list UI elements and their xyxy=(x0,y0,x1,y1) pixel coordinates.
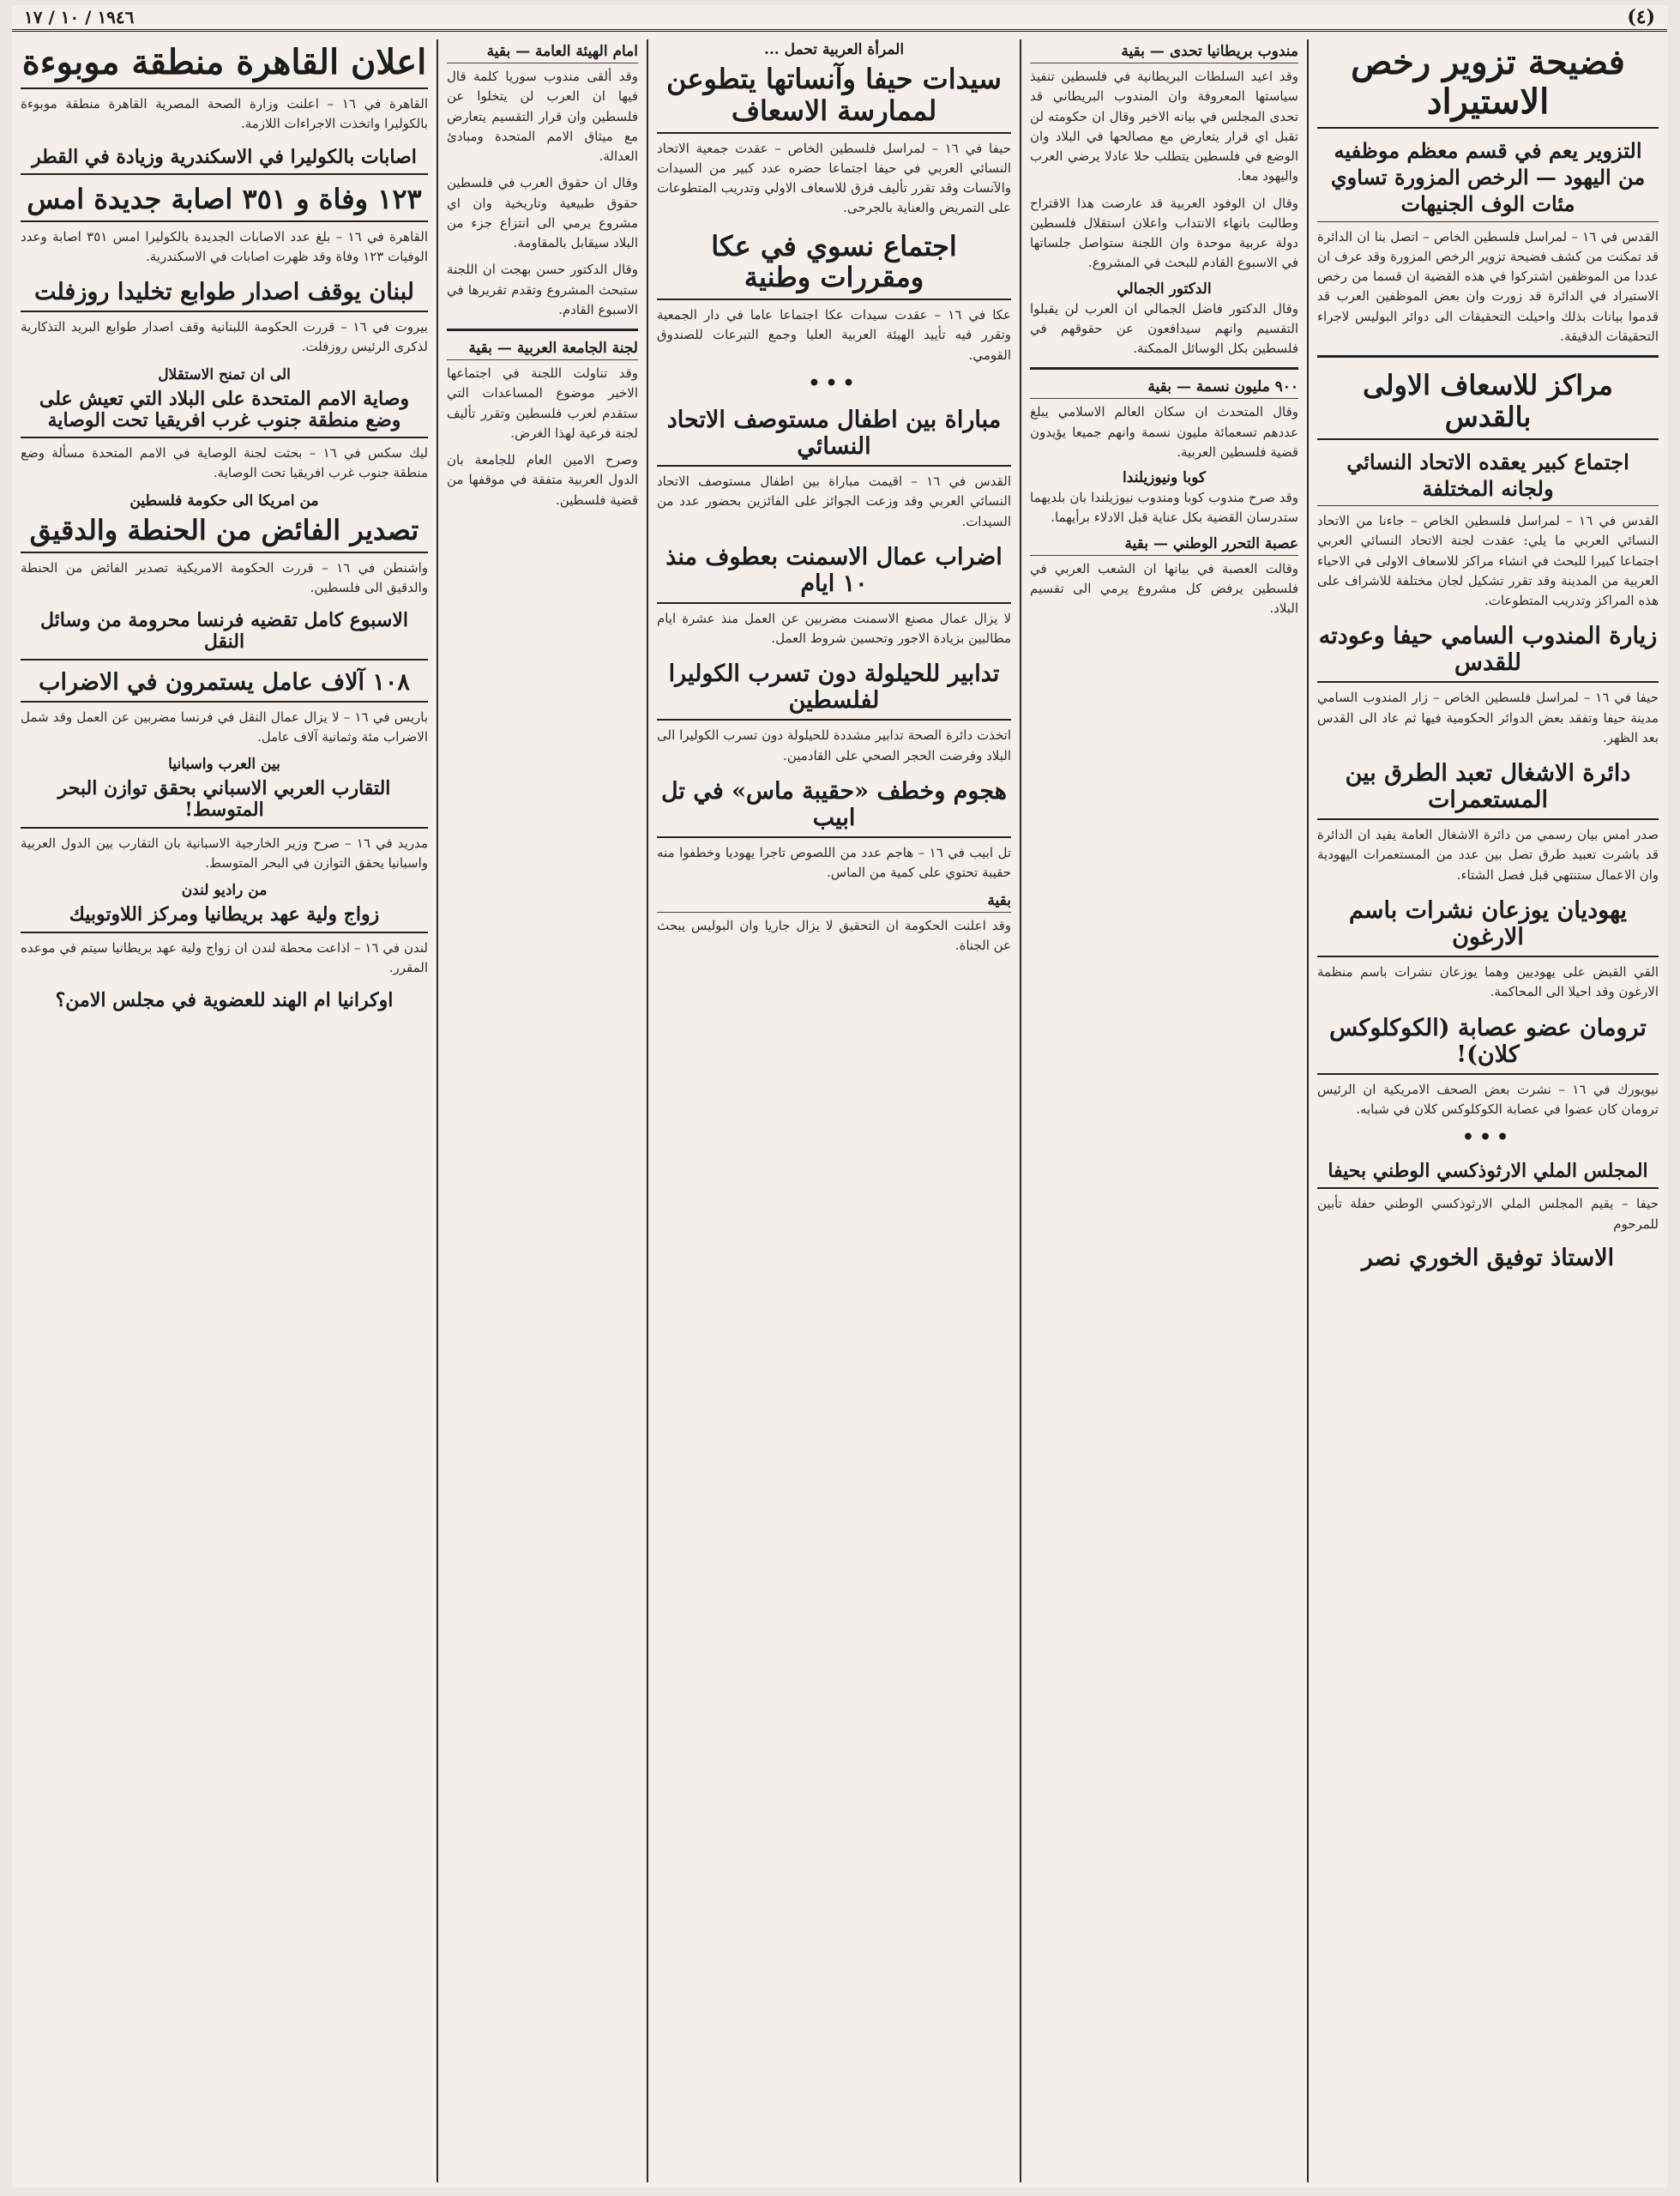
strike-figures: ١٠٨ آلاف عامل يستمرون في الاضراب xyxy=(21,666,428,703)
article-france-strike xyxy=(21,606,428,747)
article-body: القاهرة في ١٦ – اعلنت وزارة الصحة المصرية القاهرة منطقة موبوءة بالكوليرا واتخذت الاجراءات اللازمة. xyxy=(21,96,428,132)
column-3 xyxy=(647,39,1020,2182)
subheadline: اجتماع كبير يعقده الاتحاد النسائي ولجانه المختلفة xyxy=(1317,445,1659,506)
article-body: القدس في ١٦ – لمراسل فلسطين الخاص – جاءنا من الاتحاد النسائي العربي ما يلي: عقدت لجنة الاتحاد النسائي العربي اجتماعا كبيرا للبحث في انشاء مراكز للاسعاف الاولى في الاحياء العربية من المدينة وقد تقرر تشكيل لجان مختلفة للاشراف على هذه المراكز وتدريب المتطوعات. xyxy=(1317,513,1659,609)
headline: اضراب عمال الاسمنت بعطوف منذ ١٠ ايام xyxy=(657,540,1011,604)
article-acre-meeting xyxy=(657,227,1011,395)
article-body: عكا في ١٦ – عقدت سيدات عكا اجتماعا عاما في دار الجمعية وتقرر فيه تأييد الهيئة العربية العليا وجمع التبرعات للصندوق القومي. xyxy=(657,307,1011,363)
subheadline: التزوير يعم في قسم معظم موظفيه من اليهود — الرخص المزورة تساوي مئات الوف الجنيهات xyxy=(1317,134,1659,222)
continuation-heading: امام الهيئة العامة — بقية xyxy=(447,43,638,63)
article-children-contest xyxy=(657,403,1011,532)
headline: تدابير للحيلولة دون تسرب الكوليرا لفلسطين xyxy=(657,657,1011,721)
separator-dots: ••• xyxy=(808,371,860,395)
article-royal-wedding xyxy=(21,882,428,978)
headline: دائرة الاشغال تعبد الطرق بين المستعمرات xyxy=(1317,757,1659,820)
headline: زيارة المندوب السامي حيفا وعودته للقدس xyxy=(1317,619,1659,683)
kicker: من راديو لندن xyxy=(181,882,268,900)
article-security-council xyxy=(21,986,428,1017)
article-body: وقال الدكتور فاضل الجمالي ان العرب لن يقبلوا التقسيم وانهم سيدافعون عن حقوقهم في فلسطين بكل الوسائل الممكنة. xyxy=(1030,300,1298,356)
page-number: (٤) xyxy=(1627,6,1655,28)
article-orthodox-council xyxy=(1317,1157,1659,1276)
continuation-heading: لجنة الجامعة العربية — بقية xyxy=(447,340,638,360)
headline: اعلان القاهرة منطقة موبوءة xyxy=(21,39,428,89)
headline: المجلس الملي الارثوذكسي الوطني بحيفا xyxy=(1317,1157,1659,1189)
headline: هجوم وخطف «حقيبة ماس» في تل ابيب xyxy=(657,775,1011,838)
article-body: حيفا في ١٦ – لمراسل فلسطين الخاص – زار المندوب السامي مدينة حيفا وتفقد بعض الدوائر الحكومية فيها ثم عاد الى القدس بعد الظهر. xyxy=(1317,690,1659,745)
article-body: صدر امس بيان رسمي من دائرة الاشغال العامة يفيد ان الدائرة قد باشرت تعبيد طرق تصل بين عدد من المستعمرات اليهودية وان الاعمال ستنتهي قبل فصل الشتاء. xyxy=(1317,827,1659,883)
article-body: القاهرة في ١٦ – بلغ عدد الاصابات الجديدة بالكوليرا امس ٣٥١ اصابة وعدد الوفيات ١٢٣ وفاة وقد ظهرت اصابات في الاسكندرية. xyxy=(21,228,428,264)
headline: مراكز للاسعاف الاولى بالقدس xyxy=(1317,366,1659,440)
headline: اجتماع نسوي في عكا ومقررات وطنية xyxy=(657,227,1011,301)
article-body: ليك سكس في ١٦ – بحثت لجنة الوصاية في الامم المتحدة مسألة وضع منطقة جنوب غرب افريقيا تحت الوصاية. xyxy=(21,445,428,481)
separator-dots: ••• xyxy=(1461,1126,1514,1149)
issue-date: ١٩٤٦ / ١٠ / ١٧ xyxy=(24,7,135,27)
article-body: وقد صرح مندوب كوبا ومندوب نيوزيلندا بان بلديهما ستدرسان القضية بكل عناية قبل الادلاء برأيهما. xyxy=(1030,490,1298,526)
continuation-heading: ٩٠٠ مليون نسمة — بقية xyxy=(1030,378,1298,399)
article-cholera-measures xyxy=(657,657,1011,766)
article-wheat-export xyxy=(21,492,428,598)
kicker: المرأة العربية تحمل ... xyxy=(763,41,905,58)
article-body: وقد اعلنت الحكومة ان التحقيق لا يزال جاريا وان البوليس يبحث عن الجناة. xyxy=(657,917,1011,953)
headline: ترومان عضو عصابة (الكوكلوكس كلان)! xyxy=(1317,1011,1659,1075)
headline: سيدات حيفا وآنساتها يتطوعن لممارسة الاسعاف xyxy=(657,60,1011,134)
article-body: باريس في ١٦ – لا يزال عمال النقل في فرنسا مضربين عن العمل وقد شمل الاضراب مئة وثمانية آلاف عامل. xyxy=(21,709,428,745)
headline: لبنان يوقف اصدار طوابع تخليدا روزفلت xyxy=(21,275,428,312)
article-high-commissioner xyxy=(1317,619,1659,748)
article-body: اتخذت دائرة الصحة تدابير مشددة للحيلولة دون تسرب الكوليرا الى البلاد وفرضت الحجر الصحي على القادمين. xyxy=(657,727,1011,763)
subheading: الدكتور الجمالي xyxy=(1117,280,1212,298)
article-irgun-leaflets xyxy=(1317,894,1659,1003)
article-body: وقد ألقى مندوب سوريا كلمة قال فيها ان العرب لن يتخلوا عن فلسطين وان قرار التقسيم يتعارض مع ميثاق الامم المتحدة ومبادئ العدالة. xyxy=(447,69,638,164)
divider xyxy=(1030,367,1298,370)
column-4 xyxy=(437,39,647,2182)
headline: تصدير الفائض من الحنطة والدقيق xyxy=(21,511,428,553)
article-body: وقال المتحدث ان سكان العالم الاسلامي يبلغ عددهم تسعمائة مليون نسمة وانهم جميعا يؤيدون قضية فلسطين العربية. xyxy=(1030,404,1298,460)
article-body: القدس في ١٦ – لمراسل فلسطين الخاص – اتصل بنا ان الدائرة قد تمكنت من كشف فضيحة تزوير الرخص المزورة وقد عرف ان عددا من الموظفين اشتركوا في هذه القضية ان قسما من رخص الاستيراد في الدائرة قد زورت وان بعض الموظفين العرب قد قدموا بيانات بذلك واحيلت التحقيقات الى دوائر البوليس لاجراء التحقيقات الدقيقة. xyxy=(1317,228,1659,344)
article-diamond-robbery xyxy=(657,775,1011,884)
kicker: بين العرب واسبانيا xyxy=(168,756,280,774)
article-body: وقال ان حقوق العرب في فلسطين حقوق طبيعية وتاريخية وان اي مشروع يرمي الى انتزاع جزء من البلاد سيقابل بالمقاومة. xyxy=(447,175,638,250)
article-body: وقالت العصبة في بيانها ان الشعب العربي في فلسطين يرفض كل مشروع يرمي الى تقسيم البلاد. xyxy=(1030,560,1298,616)
article-lebanon-stamps xyxy=(21,275,428,358)
article-import-forgery xyxy=(1317,39,1659,347)
headline: اوكرانيا ام الهند للعضوية في مجلس الامن؟ xyxy=(55,989,394,1012)
article-haifa-volunteers xyxy=(657,60,1011,219)
article-body: حيفا – يقيم المجلس الملي الارثوذكسي الوطني حفلة تأبين للمرحوم xyxy=(1317,1196,1659,1232)
article-cholera-cases xyxy=(21,143,428,268)
headline: يهوديان يوزعان نشرات باسم الارغون xyxy=(1317,894,1659,957)
column-2 xyxy=(1020,39,1307,2182)
article-un-trusteeship xyxy=(21,366,428,484)
article-body: لا يزال عمال مصنع الاسمنت مضربين عن العمل منذ عشرة ايام مطالبين بزيادة الاجور وتحسين شروط العمل. xyxy=(657,610,1011,647)
article-body: وصرح الامين العام للجامعة بان الدول العربية متفقة في موقفها من قضية فلسطين. xyxy=(447,452,638,508)
headline: الاسبوع كامل تقضيه فرنسا محرومة من وسائل النقل xyxy=(21,606,428,661)
article-body: نيويورك في ١٦ – نشرت بعض الصحف الامريكية ان الرئيس ترومان كان عضوا في عصابة الكوكلوكس كلان في شبابه. xyxy=(1317,1081,1659,1117)
continuation-heading: مندوب بريطانيا تحدى — بقية xyxy=(1030,43,1298,63)
article-truman xyxy=(1317,1011,1659,1149)
headline: وصاية الامم المتحدة على البلاد التي تعيش على وضع منطقة جنوب غرب افريقيا تحت الوصاية xyxy=(21,385,428,439)
article-body: القي القبض على يهوديين وهما يوزعان نشرات باسم منظمة الارغون وقد احيلا الى المحاكمة. xyxy=(1317,964,1659,1000)
casualty-figures: ١٢٣ وفاة و ٣٥١ اصابة جديدة امس xyxy=(21,180,428,222)
article-public-works xyxy=(1317,757,1659,885)
memorial-name: الاستاذ توفيق الخوري نصر xyxy=(1361,1244,1615,1271)
headline: زواج ولية عهد بريطانيا ومركز اللاوتوبيك xyxy=(21,901,428,932)
article-body: واشنطن في ١٦ – قررت الحكومة الامريكية تصدير الفائض من الحنطة والدقيق الى فلسطين. xyxy=(21,559,428,595)
masthead xyxy=(12,5,1667,32)
article-cairo-epidemic xyxy=(21,39,428,135)
article-body: مدريد في ١٦ – صرح وزير الخارجية الاسبانية بان التقارب بين الدول العربية واسبانيا يحقق التوازن في البحر المتوسط. xyxy=(21,835,429,872)
article-body: وقد اعيد السلطات البريطانية في فلسطين تنفيذ سياستها المعروفة وان المندوب البريطاني قد تحدى المجلس في بيانه الاخير وقال ان حكومته لن تقبل اي قرار يتعارض مع مصالحها في البلاد وان الوضع في فلسطين يتطلب حلا عادلا يرضي العرب واليهود معا. xyxy=(1030,69,1298,184)
kicker: من امريكا الى حكومة فلسطين xyxy=(129,492,319,510)
article-body: وقد تناولت اللجنة في اجتماعها الاخير موضوع المساعدات التي ستقدم لعرب فلسطين وتقرر تأليف لجنة فرعية لهذا الغرض. xyxy=(447,365,638,441)
headline: اصابات بالكوليرا في الاسكندرية وزيادة في القطر xyxy=(21,143,428,175)
kicker: الى ان تمنح الاستقلال xyxy=(158,365,291,383)
article-body: القدس في ١٦ – اقيمت مباراة بين اطفال مستوصف الاتحاد النسائي العربي وقد وزعت الجوائز على الفائزين بحضور عدد من السيدات. xyxy=(657,474,1011,529)
article-body: وقال الدكتور حسن بهجت ان اللجنة ستبحث المشروع وتقدم تقريرها في الاسبوع القادم. xyxy=(447,262,638,317)
article-body: تل ابيب في ١٦ – هاجم عدد من اللصوص تاجرا يهوديا وخطفوا منه حقيبة تحتوي على كمية من الماس. xyxy=(657,845,1012,881)
article-body: وقال ان الوفود العربية قد عارضت هذا الاقتراح وطالبت بانهاء الانتداب واعلان استقلال فلسطين دولة عربية موحدة وان اللجنة ستواصل جلساتها في الاسبوع القادم للبحث في المشروع. xyxy=(1030,195,1298,271)
article-first-aid-centers xyxy=(1317,366,1659,611)
article-cement-strike xyxy=(657,540,1011,649)
headline: التقارب العربي الاسباني بحقق توازن البحر المتوسط! xyxy=(21,775,428,829)
headline: فضيحة تزوير رخص الاستيراد xyxy=(1317,39,1659,129)
newspaper-page xyxy=(12,5,1667,2187)
subheading: كوبا ونيوزيلندا xyxy=(1123,469,1206,486)
divider xyxy=(1317,355,1659,358)
headline: مباراة بين اطفال مستوصف الاتحاد النسائي xyxy=(657,403,1011,467)
continuation-heading: عصبة التحرر الوطني — بقية xyxy=(1030,535,1298,556)
article-body: بيروت في ١٦ – قررت الحكومة اللبنانية وقف اصدار طوابع البريد التذكارية لذكرى الرئيس روزفلت. xyxy=(21,319,428,355)
article-body: حيفا في ١٦ – لمراسل فلسطين الخاص – عقدت جمعية الاتحاد النسائي العربي في حيفا اجتماعا حضره عدد كبير من السيدات والآنسات وقد تقرر تأليف فرق للاسعاف الاولي وتدريب المتطوعات على التمريض والعناية بالجرحى. xyxy=(657,140,1011,216)
divider xyxy=(447,329,638,331)
article-body: لندن في ١٦ – اذاعت محطة لندن ان زواج ولية عهد بريطانيا سيتم في موعده المقرر. xyxy=(21,939,428,975)
article-arab-spain xyxy=(21,756,428,873)
column-5 xyxy=(12,39,437,2182)
continuation-heading: بقية xyxy=(657,892,1011,913)
column-1 xyxy=(1307,39,1667,2182)
